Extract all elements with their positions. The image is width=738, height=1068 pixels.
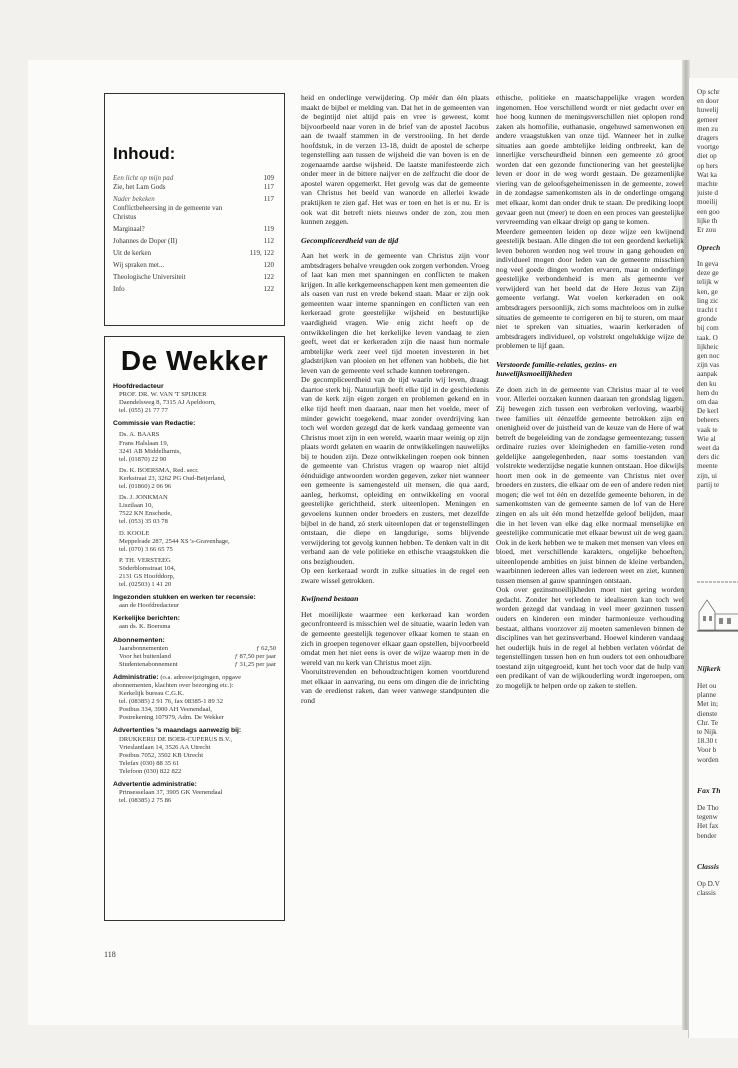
right-page-line: en door (697, 97, 719, 106)
abonnement-row (113, 661, 276, 669)
masthead-logo: De Wekker (120, 345, 269, 376)
right-page-line: Het ou (697, 682, 717, 690)
paragraph: Meerdere gemeenten leiden op deze wijze een kwijnend geestelijk bestaan. Alle dingen die tot een geordend kerkelijk leven behoren worden nog wel trouw in gang gehouden en individueel mogen door leden van de gemeente misschien nog veel goede dingen worden ervaren, maar in onderlinge geestelijke verbondenheid is men als gemeente ver verwijderd van het beeld dat de Here Jezus van Zijn gemeente verlangt. Wat voelen kerkeraden en ook ambtsdragers persoonlijk, zich soms machteloos om in zulke situaties de gemeente te corrigeren en bij te sturen, om maar niet te spreken van situaties, waarin kerkeraden of ambtsdragers individueel, op volstrekt ongelukkige wijze de problemen te lijf gaan. (496, 226, 684, 351)
abonnement-row (113, 645, 276, 653)
right-page-line: weet da (697, 444, 720, 453)
toc-entry-page: 112 (263, 237, 274, 245)
toc-entry-page: 120 (263, 261, 274, 269)
commissie-member (113, 557, 276, 589)
toc-entry (113, 285, 276, 294)
toc-entry-title: Wij spraken met... (113, 261, 165, 269)
hoofdredacteur-heading: Hoofdredacteur (113, 383, 164, 390)
abonnement-label: Studentenabonnement (119, 660, 178, 668)
advertentie-admin-section (113, 781, 276, 805)
subheading: Gecompliceerdheid van de tijd (301, 235, 399, 245)
right-page-line: voortge (697, 143, 719, 152)
administratie-header (113, 674, 276, 690)
right-page-line: machte (697, 180, 718, 189)
advertenties-line: Telefoon (030) 822 822 (119, 767, 182, 775)
abonnementen-section (113, 637, 276, 669)
toc-entry-page: 119 (263, 225, 274, 233)
advertenties-heading: Advertenties 's maandags aanwezig bij: (113, 727, 242, 735)
right-page-text-mid (697, 260, 738, 490)
colofon (104, 336, 285, 921)
abonnement-price: ƒ 31,25 per jaar (234, 660, 276, 668)
right-page-line: bij com (697, 324, 719, 333)
right-page-line: worden (697, 755, 719, 764)
toc-entry-title: Marginaal? (113, 225, 145, 233)
right-page-heading-3: Fax Th (697, 786, 721, 795)
commissie-member-line: 7522 KN Enschede, (119, 510, 172, 518)
right-page-line: meente (697, 462, 718, 471)
toc-entry-page: 122 (263, 285, 274, 293)
right-page-line: deze ge (697, 269, 719, 278)
administratie-line: Postrekening 107979, Adm. De Wekker (119, 714, 224, 722)
right-page-line: tegenw (697, 813, 718, 822)
toc-entry (113, 174, 276, 192)
toc-entry (113, 273, 276, 282)
hoofdredacteur-line: PROF. DR. W. VAN 'T SPIJKER (119, 391, 207, 399)
paragraph: ethische, politieke en maatschappelijke vragen worden ingenomen. Hoe verschillend wordt er niet gedacht over en hoe hoog kunnen de meningsverschillen niet oplopen rond zaken als homofilie, euthanasie, ongehuwd samenwonen en andere vraagstukken van onze tijd. Wanneer het in zulke situaties aan goede ambtelijke leiding ontbreekt, kan de innerlijke verscheurdheid binnen een gemeente zó groot worden dat een gezonde functionering van het geestelijke leven er door in de weg wordt gestaan. De gezamenlijke viering van de geloofsgeheimenissen in de gemeente, zowel in de zondagse samenkomsten als in de onderlinge omgang met elkaar, komt dan onder druk te staan. De prediking loopt gevaar geen nut (meer) te doen en een proces van geestelijke vervreemding van elkaar dreigt op gang te komen. (496, 93, 684, 227)
right-page-text-top (697, 88, 738, 235)
paragraph: Op een kerkeraad wordt in zulke situaties in de regel een zware wissel getrokken. (301, 566, 489, 585)
paragraph: Ook over gezinsmoeilijkheden moet niet gering worden gedacht. Zonder het verleden te idealiseren kan toch wel worden gezegd dat vandaag in veel meer gezinnen tussen ouders en kinderen een minder harmonieuze verhouding bestaat, althans voorzover zij moeten samenleven binnen de disciplines van het gezinsverband. Hoewel kinderen vandaag het ouderlijk huis in de regel al hebben verlaten vóórdat de tegenstellingen tussen hen en hun ouders tot een onhoudbare toestand zijn uitgegroeid, kunt het toch voor dat de hulp van een predikant of van de wijkouderling wordt ingeroepen, om zo mogelijk te helpen orde op zaken te stellen. (496, 585, 684, 690)
paragraph: heid en onderlinge verwijdering. Op méér dan één plaats maakt de bijbel er melding van. Dat het in de gemeenten van de begintijd niet altijd pais en vree is geweest, komt bijvoorbeeld naar voren in de brief van de apostel Jacobus aan de twaalf stammen in de verstrooiing. In het derde hoofdstuk, in de verzen 13-18, duidt de apostel de scherpe tegenstelling aan tussen de wijsheid die van boven is en de zogenaamde aardse wijsheid. De laatste manifesteerde zich onder meer in de bittere naijver en de zelfzucht die door de apostel waren opgemerkt. Het gevolg was dat de gemeente van Christus het beeld van wanorde en allerlei kwade praktijken te zien gaf. Het was er toen en het is er nu. Er is ook wat dit betreft niets nieuws onder de zon, zou men kunnen zeggen. (301, 93, 489, 227)
administratie-heading: Administratie: (113, 673, 159, 681)
right-page (688, 78, 738, 1038)
right-page-line: juiste d (697, 189, 718, 198)
toc-entry (113, 261, 276, 270)
commissie-member-line: tel. (02503) 1 41 20 (119, 581, 172, 589)
article-column-3 (496, 93, 684, 690)
administratie-line: tel. (08385) 2 91 76, fax 08385-1 89 32 (119, 698, 224, 706)
right-page-line: zijn vas (697, 361, 720, 370)
commissie-member-line: Ds. A. BAARS (119, 431, 160, 439)
commissie-section (113, 420, 276, 589)
right-page-line: Wat ka (697, 170, 717, 179)
subheading: Verstoorde familie-relaties, gezins- en huwelijksmoeilijkheden (496, 359, 617, 379)
right-page-line: ling zic (697, 296, 719, 305)
commissie-member (113, 431, 276, 463)
commissie-member (113, 530, 276, 554)
right-page-line: om daa (697, 398, 718, 407)
toc-list (113, 174, 276, 294)
toc-entry-title: Conflictbeheersing in de gemeente van Christus (113, 204, 223, 221)
right-page-line: partij te (697, 480, 720, 489)
commissie-member-line: tel. (01870) 22 90 (119, 455, 167, 463)
right-page-line: planne (697, 691, 717, 700)
commissie-member-line: Söderblomstraat 104, (119, 564, 176, 572)
right-page-line: hem do (697, 388, 719, 397)
right-page-line: dienste (697, 709, 718, 718)
commissie-member-line: Meppelrade 287, 2544 XS 's-Gravenhage, (119, 537, 230, 545)
toc-entry-page: 117 (263, 195, 274, 203)
commissie-member-line: Kerkstraat 23, 3262 PG Oud-Beijerland, (119, 474, 226, 482)
administratie-line: Kerkelijk bureau C.G.K. (119, 690, 185, 698)
toc-entry (113, 225, 276, 234)
hoofdredacteur-line: Daendelsweg 8, 7315 AJ Apeldoorn, (119, 399, 216, 407)
commissie-members (113, 431, 276, 589)
kerkelijke-section (113, 615, 276, 631)
abonnement-price: ƒ 62,50 (256, 644, 276, 652)
commissie-member-line: tel. (053) 35 03 78 (119, 518, 168, 526)
paragraph: Vooruitstrevenden en behoudzuchtigen komen voortdurend met elkaar in aanvaring, nu eens om dingen die de inrichting van de eredienst raken, dan weer vanwege standpunten die rond (301, 667, 489, 705)
right-page-line: dragers (697, 134, 719, 143)
right-page-line: Chr. Te (697, 718, 718, 727)
toc-entry-title: Theologische Universiteit (113, 273, 186, 281)
commissie-member-line: tel. (01860) 2 06 96 (119, 483, 172, 491)
right-page-line: gemeer (697, 115, 719, 124)
right-page-line: ken, ge (697, 287, 718, 296)
ingezonden-heading: Ingezonden stukken en werken ter recensie: (113, 594, 256, 602)
toc-entry-page: 122 (263, 273, 274, 281)
abonnement-label: Jaarabonnementen (119, 644, 169, 652)
ingezonden-line: aan de Hoofdredacteur (119, 602, 180, 610)
commissie-member (113, 467, 276, 491)
right-page-line: Wie al (697, 434, 716, 443)
toc-entry (113, 237, 276, 246)
administratie-line: Postbus 334, 3900 AH Veenendaal, (119, 706, 212, 714)
administratie-section (113, 674, 276, 723)
right-page-line: telijk w (697, 278, 719, 287)
right-page-line: moeilij (697, 198, 718, 207)
paragraph: Het moeilijkste waarmee een kerkeraad kan worden geconfronteerd is misschien wel de situatie, waarin leden van de gemeente geestelijk tegenover elkaar komen te staan en zich in groepen tegenover elkaar gaan opstellen, bijvoorbeeld omdat men het niet eens is over de wijze waarop men in de wereld van nu kerk van Christus moet zijn. (301, 609, 489, 667)
table-of-contents (104, 93, 285, 326)
right-page-line: gronde (697, 315, 717, 324)
toc-entry (113, 249, 276, 258)
right-page-line: In geva (697, 260, 719, 268)
hoofdredacteur-line: tel. (055) 21 77 77 (119, 407, 168, 415)
commissie-member (113, 494, 276, 526)
right-page-line: Met in; (697, 700, 718, 709)
toc-entry-title: Johannes de Doper (II) (113, 237, 178, 245)
toc-entry-title: Uit de kerken (113, 249, 152, 257)
article-column-2 (301, 93, 489, 705)
right-page-line: diet op (697, 152, 717, 161)
right-page-line: aanpak (697, 370, 718, 379)
right-page-line: op hers (697, 161, 718, 170)
commissie-member-line: 2131 GS Hoofddorp, (119, 572, 175, 580)
abonnement-label: Voor het buitenland (119, 652, 171, 660)
right-page-heading-2: Nijkerk (697, 664, 721, 673)
commissie-member-line: P. TH. VERSTEEG (119, 556, 171, 564)
advertenties-line: Telefax (030) 88 35 61 (119, 759, 180, 767)
toc-section-label: Een licht op mijn pad (113, 174, 174, 182)
right-page-line: Er zou (697, 226, 716, 235)
right-page-line: Op D.V (697, 880, 720, 888)
right-page-line: Op schr (697, 88, 720, 96)
church-illustration (697, 570, 738, 636)
right-page-line: 18.30 t (697, 737, 717, 746)
subheading: Kwijnend bestaan (301, 594, 359, 604)
toc-title: Inhoud: (113, 144, 176, 163)
advertenties-line: DRUKKERIJ DE BOER-CUPERUS B.V., (119, 735, 233, 743)
advertentie-admin-line: tel. (08385) 2 75 86 (119, 797, 172, 805)
commissie-member-line: 3241 AB Middelharnis, (119, 447, 182, 455)
toc-section-label: Nader bekeken (113, 195, 155, 203)
abonnementen-heading: Abonnementen: (113, 636, 165, 644)
abonnement-price: ƒ 87,50 per jaar (234, 652, 276, 660)
right-page-line: zijn, ui (697, 471, 717, 480)
kerkelijke-heading: Kerkelijke berichten: (113, 615, 180, 623)
right-page-text-classis (697, 880, 738, 898)
right-page-line: lijke th (697, 216, 718, 225)
abonnement-row (113, 653, 276, 661)
right-page-line: Voor b (697, 746, 717, 755)
commissie-member-line: Ds. K. BOERSMA, Red. secr. (119, 466, 199, 474)
administratie-note: (o.a. adreswijzigingen, opgave abonnementen, klachten over bezorging etc.): (113, 673, 242, 689)
right-page-line: men zu (697, 124, 718, 133)
paragraph: De gecompliceerdheid van de tijd waarin wij leven, draagt daartoe sterk bij. Natuurlijk heeft elke tijd in de geschiedenis van de kerk zijn eigen zorgen en problemen gekend en in elke tijd heeft men daaraan, naar men het voelde, meer of minder gewicht toegekend, maar zonder overdrijving kan toch wel worden gezegd dat de kerk vandaag gemeente van Christus moet zijn in een wereld, waarin maar weinig op zijn plaats wordt gelaten en waarin de ontwikkelingen nauwelijks bij te houden zijn. Deze ontwikkelingen roepen ook binnen de gemeente van Christus vragen op waarop niet altijd éénduidige antwoorden worden gegeven, zeker niet wanneer een gemeente is samengesteld uit mensen, die qua aard, aanleg, herkomst, opleiding en ontwikkeling en vooral geestelijke gerichtheid, sterk uiteenlopen. Meningen en gevoelens kunnen onder broeders en zusters, met dezelfde bijbel in de hand, zó sterk uiteenlopen dat er tegenstellingen ontstaan, die diepe en langdurige, soms blijvende verwijdering tot gevolg kunnen hebben. Te denken valt in dit verband aan de vele politieke en ethische vraagstukken die ons bezighouden. (301, 375, 489, 566)
right-page-line: classis (697, 889, 716, 898)
toc-entry (113, 195, 276, 222)
right-page-line: den ku (697, 379, 717, 388)
right-page-line: bender (697, 831, 717, 840)
toc-entry-title: Zie, het Lam Gods (113, 183, 166, 191)
right-page-text-fax (697, 804, 738, 841)
advertentie-admin-line: Prinsesselaan 37, 3905 GK Veenendaal (119, 789, 223, 797)
right-page-line: Het fax (697, 822, 719, 831)
kerkelijke-line: aan ds. K. Boersma (119, 623, 171, 631)
right-page-line: taak. O (697, 333, 718, 342)
paragraph: Aan het werk in de gemeente van Christus zijn voor ambtsdragers behalve vreugden ook zorgen verbonden. Vroeg of laat kan men met spanningen en conflicten te maken krijgen. In alle kerkgemeenschappen kent men gemeenten die als oasen van rust en vrede bekend staan. Maar er zijn ook gemeenten waar interne spanningen en conflicten van een kerkeraad grote geestelijke wijsheid en bestuurlijke vaardigheid vragen. Wie enig zicht heeft op de ontwikkelingen die het kerkelijke leven vandaag te zien geeft, weet dat er kerkeraden zijn die naast hun normale ambtelijke werk zeer veel tijd moeten investeren in het gladstrijken van plooien en het effenen van hobbels, die het leven van de gemeente veel schade kunnen toebrengen. (301, 251, 489, 375)
right-page-line: ders dic (697, 453, 720, 462)
right-page-line: gen noc (697, 352, 720, 361)
right-page-text-low (697, 682, 738, 765)
commissie-member-line: D. KOOLE (119, 529, 150, 537)
ingezonden-section (113, 594, 276, 610)
right-page-line: te Nijk (697, 728, 717, 737)
paragraph: Ze doen zich in de gemeente van Christus maar al te veel voor. Allerlei oorzaken kunnen daaraan ten grondslag liggen. Zij bewegen zich tussen een verbroken verloving, waarbij twee families uit éénzelfde gemeente betrokken zijn en onenigheid over de juistheid van de keuze van de Here of wat betreft de begeleiding van de zondagse gemeentezang; tussen ordinaire ruzies over kleinigheden en familie-veten rond geldelijke aangelegenheden, naar soms toestanden van volstrekte wederzijdse negatie kunnen ontstaan. Hoe dikwijls hoort men ook in de gemeente van Christus niet over broeders en zusters, die elkaar om de een of andere reden niet mogen; die wel tot één en dezelfde gemeente behoren, in de samenkomsten van de gemeente samen de lof van de Here zingen en als uit één mond hetzelfde geloof belijden, maar die in het leven van elke dag elke normaal menselijke en geestelijke communicatie met elkaar bewust uit de weg gaan. Ook in de kerk hebben we te maken met mensen van vlees en bloed, met verschillende karakters, ongelijke behoeften, uiteenlopende ambities en juist binnen de kleine verbanden, waarbinnen iedereen alles van iedereen weet en ziet, kunnen tussen mensen al gauw spanningen ontstaan. (496, 384, 684, 585)
advertentie-admin-heading: Advertentie administratie: (113, 781, 197, 789)
commissie-member-line: Frans Halslaan 19, (119, 439, 169, 447)
commissie-member-line: tel. (070) 3 66 65 75 (119, 545, 173, 553)
toc-entry-title: Info (113, 285, 125, 293)
commissie-heading: Commissie van Redactie: (113, 420, 196, 428)
page-number: 118 (104, 950, 116, 959)
right-page-heading-4: Classis (697, 862, 719, 871)
advertenties-section (113, 727, 276, 776)
right-page-line: een goo (697, 207, 720, 216)
advertenties-line: Vrieslantlaan 14, 3526 AA Utrecht (119, 743, 211, 751)
right-page-line: vaak te (697, 425, 718, 434)
right-page-line: lijkheic (697, 342, 719, 351)
toc-entry-page: 109 117 (263, 174, 274, 191)
commissie-member-line: Ds. J. JONKMAN (119, 494, 168, 502)
commissie-member-line: Lisztlaan 10, (119, 502, 154, 510)
right-page-line: De kerl (697, 407, 719, 416)
right-page-line: beheers (697, 416, 719, 425)
right-page-heading-1: Oprech (697, 243, 721, 252)
advertenties-line: Postbus 7052, 3502 KB Utrecht (119, 751, 204, 759)
right-page-line: tracht t (697, 306, 718, 315)
right-page-line: huwelij (697, 106, 719, 115)
hoofdredacteur-section (113, 383, 276, 415)
right-page-line: De Tho (697, 804, 719, 812)
toc-entry-page: 119, 122 (249, 249, 274, 257)
